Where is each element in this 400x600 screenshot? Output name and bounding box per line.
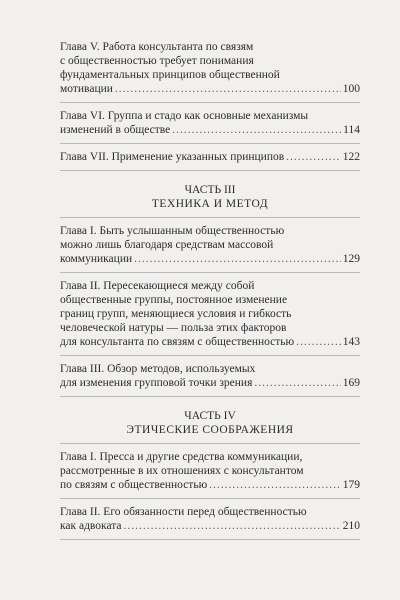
page-number: 100: [342, 83, 360, 95]
toc-entry-line: фундаментальных принципов общественной: [60, 69, 280, 81]
toc-entry-last-line: [60, 519, 360, 533]
toc-entry-line: Глава I. Быть услышанным общественностью: [60, 225, 285, 237]
toc-entry-line: Глава I. Пресса и другие средства коммуникации,: [60, 451, 303, 463]
divider: [60, 217, 360, 218]
dot-leader: [286, 150, 341, 164]
dot-leader: [296, 335, 341, 349]
toc-entry[interactable]: [60, 109, 360, 137]
toc-entry-line: человеческой натуры — польза этих факторов: [60, 322, 287, 334]
page-number: 122: [342, 151, 360, 163]
toc-entry[interactable]: [60, 224, 360, 266]
part-title: ЭТИЧЕСКИЕ СООБРАЖЕНИЯ: [126, 424, 294, 436]
dot-leader: [134, 252, 341, 266]
divider: [60, 102, 360, 103]
divider: [60, 272, 360, 273]
toc-entry-last-line: [60, 82, 360, 96]
page-number: 143: [342, 336, 360, 348]
table-of-contents: [60, 40, 360, 546]
divider: [60, 443, 360, 444]
toc-entry[interactable]: [60, 362, 360, 390]
toc-entry-line: Глава II. Пересекающиеся между собой: [60, 280, 255, 292]
toc-entry-line: для изменения групповой точки зрения: [60, 377, 253, 389]
dot-leader: [115, 82, 341, 96]
divider: [60, 143, 360, 144]
toc-entry-line: как адвоката: [60, 520, 122, 532]
toc-entry-line: по связям с общественностью: [60, 479, 208, 491]
toc-entry-line: Глава VII. Применение указанных принципов: [60, 151, 285, 163]
toc-entry-last-line: [60, 252, 360, 266]
toc-entry-line: для консультанта по связям с общественностью: [60, 336, 295, 348]
toc-entry-line: можно лишь благодаря средствам массовой: [60, 239, 274, 251]
page-number: 179: [342, 479, 360, 491]
divider: [60, 170, 360, 171]
toc-entry-last-line: [60, 150, 360, 164]
dot-leader: [209, 478, 341, 492]
toc-entry-line: с общественностью требует понимания: [60, 55, 254, 67]
toc-entry[interactable]: [60, 279, 360, 349]
divider: [60, 396, 360, 397]
dot-leader: [124, 519, 341, 533]
divider: [60, 355, 360, 356]
toc-entry-line: Глава II. Его обязанности перед общественностью: [60, 506, 307, 518]
part-heading: ЧАСТЬ III: [184, 184, 236, 196]
divider: [60, 539, 360, 540]
part-heading: ЧАСТЬ IV: [184, 410, 236, 422]
page-number: 114: [343, 124, 360, 136]
toc-entry-line: Глава VI. Группа и стадо как основные механизмы: [60, 110, 309, 122]
part-title: ТЕХНИКА И МЕТОД: [151, 198, 269, 210]
toc-entry-line: границ групп, меняющиеся условия и гибкость: [60, 308, 292, 320]
toc-entry[interactable]: [60, 505, 360, 533]
dot-leader: [254, 376, 340, 390]
toc-entry[interactable]: [60, 150, 360, 164]
toc-entry-line: общественные группы, постоянное изменение: [60, 294, 288, 306]
toc-entry-last-line: [60, 123, 360, 137]
divider: [60, 498, 360, 499]
toc-entry[interactable]: [60, 450, 360, 492]
toc-entry-last-line: [60, 478, 360, 492]
toc-entry-last-line: [60, 376, 360, 390]
toc-entry-line: коммуникации: [60, 253, 133, 265]
toc-entry[interactable]: [60, 40, 360, 96]
toc-entry-line: рассмотренные в их отношениях с консультантом: [60, 465, 304, 477]
toc-entry-line: мотивации: [60, 83, 113, 95]
page-number: 210: [342, 520, 360, 532]
toc-entry-line: Глава V. Работа консультанта по связям: [60, 41, 254, 53]
toc-entry-line: Глава III. Обзор методов, используемых: [60, 363, 256, 375]
page-number: 129: [342, 253, 360, 265]
toc-entry-last-line: [60, 335, 360, 349]
dot-leader: [172, 123, 341, 137]
toc-entry-line: изменений в обществе: [60, 124, 171, 136]
page-number: 169: [342, 377, 360, 389]
